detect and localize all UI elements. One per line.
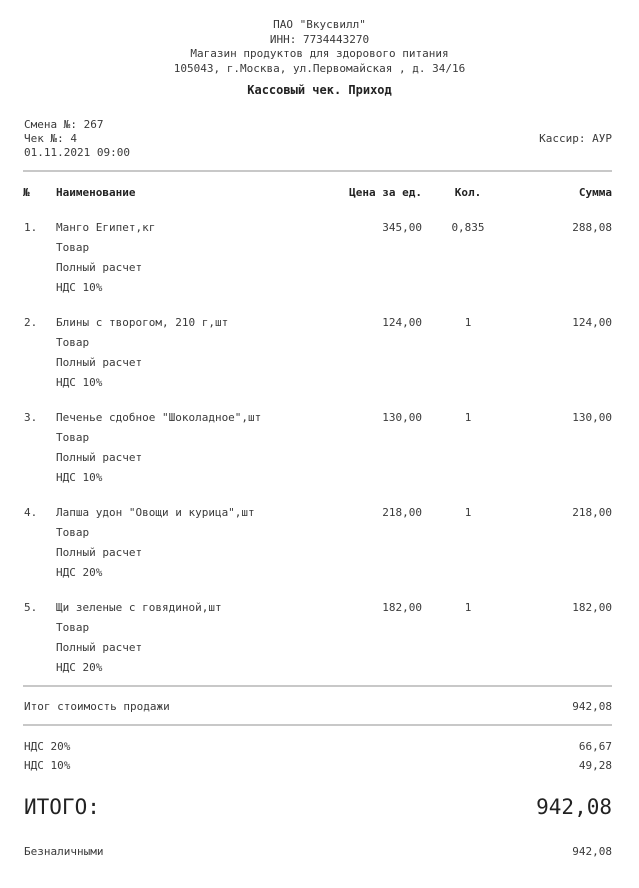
item-qty: 0,835 [451,221,485,234]
column-price-header: Цена за ед. [349,186,422,199]
receipt-datetime: 01.11.2021 09:00 [24,146,130,159]
item-number: 2. [24,316,38,329]
line-item [0,503,639,583]
item-payment: Полный расчет [56,641,143,654]
item-number: 4. [24,506,38,519]
item-payment: Полный расчет [56,261,143,274]
item-name: Лапша удон "Овощи и курица",шт [56,506,255,519]
item-price: 345,00 [382,221,422,234]
subtotal-label: Итог стоимость продажи [24,700,170,713]
divider [23,724,612,726]
item-name: Манго Египет,кг [56,221,156,234]
vat20-value: 66,67 [578,740,612,753]
item-name: Печенье сдобное "Шоколадное",шт [56,411,262,424]
item-vat: НДС 20% [56,566,103,579]
item-sum: 124,00 [572,316,612,329]
company-inn: ИНН: 7734443270 [269,33,370,46]
line-item [0,313,639,393]
shift-number: Смена №: 267 [24,118,104,131]
line-item [0,598,639,678]
item-name: Блины с творогом, 210 г,шт [56,316,229,329]
item-sum: 218,00 [572,506,612,519]
item-payment: Полный расчет [56,451,143,464]
item-sum: 182,00 [572,601,612,614]
item-type: Товар [56,431,90,444]
item-price: 182,00 [382,601,422,614]
column-sum-header: Сумма [578,186,612,199]
store-description: Магазин продуктов для здорового питания [190,47,449,60]
item-qty: 1 [464,601,472,614]
item-vat: НДС 20% [56,661,103,674]
vat20-label: НДС 20% [24,740,71,753]
check-number: Чек №: 4 [24,132,77,145]
item-type: Товар [56,241,90,254]
item-number: 3. [24,411,38,424]
item-sum: 130,00 [572,411,612,424]
item-type: Товар [56,526,90,539]
item-payment: Полный расчет [56,546,143,559]
column-qty-header: Кол. [454,186,482,199]
item-price: 130,00 [382,411,422,424]
line-item [0,218,639,298]
item-qty: 1 [464,506,472,519]
payment-method-label: Безналичными [24,845,104,858]
item-type: Товар [56,336,90,349]
receipt-title: Кассовый чек. Приход [247,83,392,97]
item-payment: Полный расчет [56,356,143,369]
vat10-value: 49,28 [578,759,612,772]
grand-total-value: 942,08 [536,795,612,819]
item-number: 1. [24,221,38,234]
item-price: 218,00 [382,506,422,519]
store-address: 105043, г.Москва, ул.Первомайская , д. 34/16 [173,62,466,75]
item-price: 124,00 [382,316,422,329]
item-qty: 1 [464,411,472,424]
item-sum: 288,08 [572,221,612,234]
item-vat: НДС 10% [56,281,103,294]
item-vat: НДС 10% [56,376,103,389]
item-name: Щи зеленые с говядиной,шт [56,601,222,614]
payment-method-value: 942,08 [572,845,612,858]
company-name: ПАО "Вкусвилл" [273,18,366,31]
subtotal-value: 942,08 [572,700,612,713]
vat10-label: НДС 10% [24,759,71,772]
item-number: 5. [24,601,38,614]
divider [23,685,612,687]
column-number-header: № [23,186,30,199]
item-qty: 1 [464,316,472,329]
line-item [0,408,639,488]
grand-total-label: ИТОГО: [24,795,100,819]
item-vat: НДС 10% [56,471,103,484]
divider [23,170,612,172]
cashier: Кассир: АУР [539,132,612,145]
item-type: Товар [56,621,90,634]
column-name-header: Наименование [56,186,136,199]
